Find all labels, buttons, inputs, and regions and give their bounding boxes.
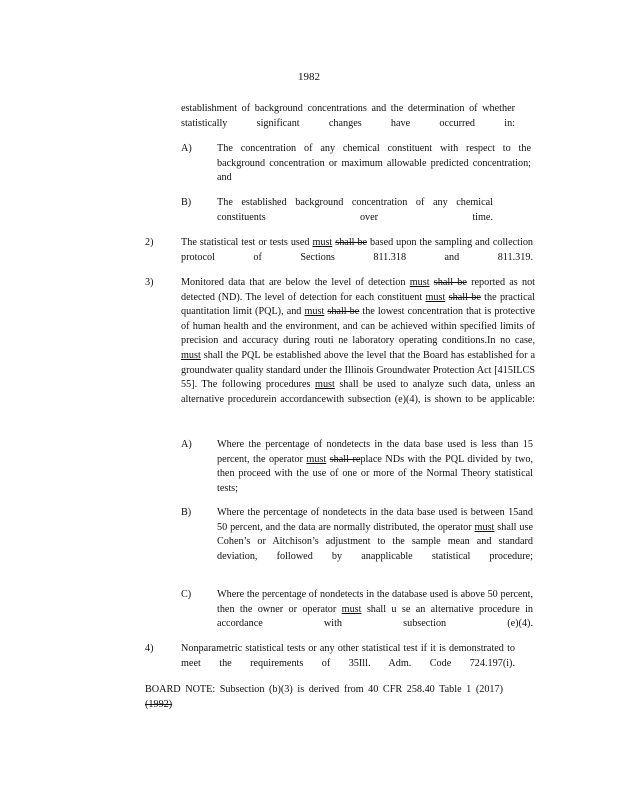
text-run: Where the percentage of nondetects in the database used is above 50 percent, then the owner or operator: [217, 589, 533, 615]
inserted-text: must: [425, 291, 446, 303]
inserted-text: must: [304, 306, 325, 318]
inserted-text: must: [474, 521, 495, 533]
intro-paragraph: establishment of background concentrations and the determination of whether statistically significant changes have occurred in:: [181, 103, 515, 129]
item-4-label: 4): [145, 643, 154, 654]
text-run: Where the percentage of nondetects in the data base used is less than 15 percent, the operator: [217, 439, 533, 465]
deleted-text: shall be: [433, 277, 467, 288]
text-run: shall u se an alternative procedure in accordance with subsection (e)(4).: [217, 603, 534, 630]
text-run: the lowest concentration that is protective of human health and the environment, and can be achieved within specified limits of precision and accuracy during routi ne laboratory operating conditions.In no case,: [181, 306, 536, 347]
item-3b-label: B): [181, 507, 192, 518]
text-run: the practical quantitation limit (PQL), and: [181, 291, 536, 318]
intro-item-b-label: B): [181, 197, 192, 208]
deleted-text: shall re: [329, 453, 361, 465]
item-3a-label: A): [181, 439, 192, 450]
intro-item-a-label: A): [181, 143, 192, 154]
deleted-text: (1992): [145, 698, 173, 710]
item-4-text: Nonparametric statistical tests or any other statistical test if it is demonstrated to meet the requirements of 35Ill. Adm. Code 724.197(i).: [181, 643, 515, 669]
text-run: shall the PQL be established above the level that the Board has established for a groundwater quality standard under the Illinois Groundwater Protection Act [415ILCS 55]. The following procedures: [181, 349, 535, 391]
text-run: BOARD NOTE: Subsection (b)(3) is derived from 40 CFR 258.40 Table 1 (2017): [145, 684, 503, 695]
item-2-label: 2): [145, 237, 154, 248]
deleted-text: shall be: [448, 291, 481, 303]
inserted-text: must: [315, 379, 335, 391]
text-run: shall use Cohen’s or Aitchison’s adjustment to the sample mean and standard deviation, followed by anapplicable statistical procedure;: [217, 521, 533, 562]
inserted-text: must: [409, 277, 430, 288]
text-run: Where the percentage of nondetects in the data base used is between 15and 50 percent, and the data are normally distributed, the operator: [217, 507, 533, 533]
item-3c-label: C): [181, 589, 192, 600]
item-2-text: [181, 236, 533, 280]
deleted-text: shall be: [327, 306, 360, 318]
intro-item-a-text: The concentration of any chemical constituent with respect to the background concentration or maximum allowable predicted concentration; and: [217, 143, 531, 184]
inserted-text: must: [306, 453, 327, 465]
deleted-text: shall be: [335, 237, 368, 248]
board-note: [145, 683, 503, 727]
item-3c-text: [217, 588, 533, 646]
item-3-text: [181, 276, 535, 422]
text-run: The statistical test or tests used: [181, 237, 313, 248]
inserted-text: must: [181, 349, 201, 361]
item-3-label: 3): [145, 277, 154, 288]
text-run: shall be used to analyze such data, unless an alternative procedurein accordancewith subsection (e)(4), is shown to be applicable:: [181, 379, 535, 405]
inserted-text: must: [312, 237, 333, 248]
text-run: reported as not detected (ND). The level of detection for each constituent: [181, 277, 536, 303]
text-run: based upon the sampling and collection protocol of Sections 811.318 and 811.319.: [181, 237, 534, 263]
text-run: Monitored data that are below the level of detection: [181, 277, 410, 288]
item-3a-text: [217, 438, 533, 511]
inserted-text: must: [341, 603, 362, 615]
item-3b-text: [217, 506, 533, 579]
text-run: place NDs with the PQL divided by two, then proceed with the use of one or more of the Normal Theory statistical tests;: [217, 453, 533, 494]
page-number: 1982: [298, 71, 320, 83]
intro-item-b-text: The established background concentration of any chemical constituents over time.: [217, 197, 493, 223]
